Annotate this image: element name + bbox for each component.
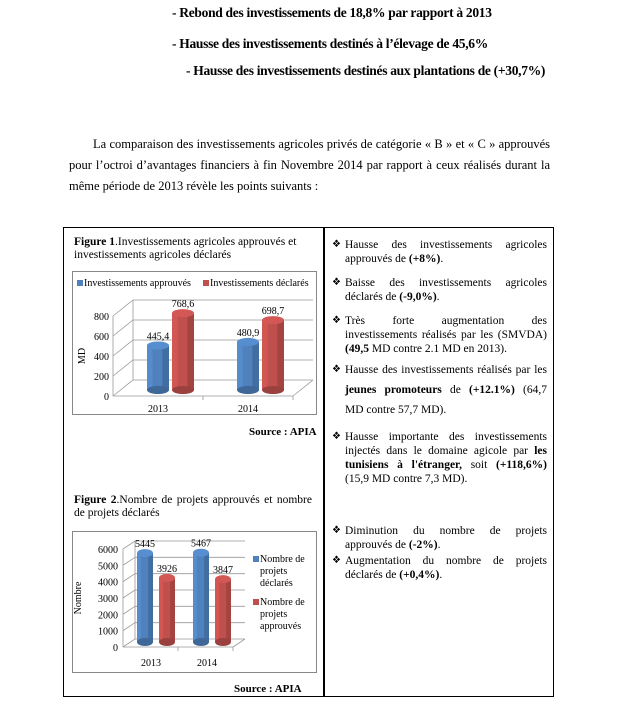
- diamond-bullet-icon: ❖: [332, 239, 341, 250]
- figure2-source: Source : APIA: [234, 683, 302, 695]
- bar2-2013-0: [135, 539, 155, 646]
- value-label: 768,6: [171, 299, 195, 311]
- figure1-source: Source : APIA: [249, 426, 317, 438]
- diamond-bullet-icon: ❖: [332, 364, 341, 375]
- legend-swatch-declared: [203, 280, 209, 286]
- svg-text:3000: 3000: [98, 594, 118, 605]
- svg-text:1000: 1000: [98, 626, 118, 638]
- figure1-caption: .Investissements agricoles approuvés et investissements agricoles déclarés: [74, 236, 297, 261]
- legend2-declared: Nombre de projets déclarés: [260, 554, 305, 589]
- figure1-xtick-2013: 2013: [148, 404, 168, 415]
- observation-text: (+118,6%): [496, 459, 547, 471]
- bar-2014-0: [237, 328, 260, 394]
- figure1-label: Figure 1: [74, 236, 115, 248]
- bar-2013-1: [172, 299, 195, 394]
- value-label: 445,4: [146, 331, 170, 343]
- intro-paragraph: [69, 134, 550, 197]
- observation-item: [332, 524, 547, 552]
- observation-text: Diminution du nombre de projets approuvés de: [345, 525, 547, 551]
- value-label: 698,7: [261, 306, 285, 318]
- highlight-plantations: - Hausse des investissements destinés aux plantations de (+30,7%): [186, 63, 546, 78]
- observation-text: (49,5: [345, 343, 369, 355]
- observation-text: .: [437, 539, 441, 551]
- observation-item: [332, 314, 547, 356]
- svg-text:400: 400: [94, 352, 109, 363]
- observation-text: .: [436, 291, 440, 303]
- observation-text: jeunes promoteurs: [345, 384, 442, 396]
- legend-swatch-approved: [77, 280, 83, 286]
- observation-text: (-2%): [408, 539, 438, 551]
- svg-text:0: 0: [113, 643, 118, 654]
- figure2-ylabel: Nombre: [73, 581, 84, 615]
- svg-text:0: 0: [104, 392, 109, 403]
- svg-text:600: 600: [94, 332, 109, 343]
- figure2-bars: [135, 539, 233, 646]
- bar2-2014-0: [191, 539, 211, 646]
- observation-item: [332, 430, 547, 486]
- figure2-title: [74, 494, 312, 520]
- intro-text: La comparaison des investissements agricoles privés de catégorie « B » et « C » approuvés pour l’octroi d’avantages financiers à fin Novembre 2014 par rapport à ceux réalisés durant la même période de 2013 révèle les points suivants :: [69, 137, 550, 193]
- diamond-bullet-icon: ❖: [332, 431, 341, 442]
- svg-text:2000: 2000: [98, 610, 118, 622]
- highlight-livestock: - Hausse des investissements destinés à l’élevage de 45,6%: [172, 36, 488, 51]
- observation-text: de: [441, 384, 470, 396]
- observation-text: (15,9 MD contre 7,3 MD).: [345, 473, 468, 485]
- observation-text: (+8%): [408, 253, 441, 265]
- highlight-rebound: - Rebond des investissements de 18,8% par rapport à 2013: [172, 5, 492, 20]
- diamond-bullet-icon: ❖: [332, 525, 341, 536]
- svg-text:800: 800: [94, 312, 109, 323]
- figure2-xtick-2013: 2013: [141, 658, 161, 669]
- diamond-bullet-icon: ❖: [332, 315, 341, 326]
- legend-declared: Investissements déclarés: [210, 278, 309, 289]
- observation-text: Augmentation du nombre de projets déclarés de: [345, 555, 547, 581]
- bar-2014-1: [262, 306, 285, 394]
- observation-text: Baisse des investissements agricoles déclarés de: [345, 277, 547, 303]
- observation-text: .: [440, 253, 444, 265]
- observation-text: (-9,0%): [399, 291, 437, 303]
- observation-text: (64,7 MD contre 57,7 MD).: [345, 384, 547, 416]
- svg-text:6000: 6000: [98, 545, 118, 556]
- bar2-2014-1: [213, 565, 233, 646]
- figure2-caption: .Nombre de projets approuvés et nombre de projets déclarés: [74, 494, 312, 519]
- figure1-yticks: [94, 312, 109, 403]
- figure2-label: Figure 2: [74, 494, 117, 506]
- figure1-title: [74, 236, 314, 262]
- observation-text: soit: [462, 459, 497, 471]
- value-label: 5445: [135, 539, 155, 551]
- legend2-swatch-declared: [253, 556, 259, 562]
- svg-text:200: 200: [94, 372, 109, 383]
- diamond-bullet-icon: ❖: [332, 277, 341, 288]
- bar2-2013-1: [157, 564, 177, 646]
- figure2-svg: [73, 532, 318, 674]
- legend2-approved: Nombre de projets approuvés: [260, 597, 305, 632]
- observations-list: [332, 238, 547, 582]
- figure1-chart: [72, 271, 317, 415]
- diamond-bullet-icon: ❖: [332, 555, 341, 566]
- figure1-ylabel: MD: [77, 347, 88, 365]
- figure2-chart: [72, 531, 317, 673]
- legend2-swatch-approved: [253, 599, 259, 605]
- value-label: 480,9: [236, 327, 260, 339]
- svg-text:5000: 5000: [98, 561, 118, 573]
- observation-text: Hausse importante des investissements injectés dans le domaine agicole par: [345, 431, 547, 457]
- bar-2013-0: [147, 331, 170, 394]
- figure2-yticks: [98, 545, 118, 654]
- observation-text: MD contre 2.1 MD en 2013).: [368, 343, 507, 355]
- figures-table: [63, 227, 554, 697]
- observation-text: (+12.1%): [469, 384, 515, 396]
- observation-item: [332, 360, 547, 420]
- figure2-xtick-2014: 2014: [197, 658, 217, 669]
- svg-text:4000: 4000: [98, 577, 118, 589]
- value-label: 3847: [213, 565, 233, 577]
- observation-text: (+0,4%): [399, 569, 440, 581]
- observation-text: Très forte augmentation des investissements réalisés par les (SMVDA): [345, 315, 547, 341]
- column-divider: [323, 228, 325, 696]
- observation-text: les tunisiens à l'étranger,: [345, 445, 547, 471]
- observation-text: .: [439, 569, 443, 581]
- value-label: 3926: [157, 563, 177, 575]
- figure1-xtick-2014: 2014: [238, 404, 258, 415]
- observation-item: [332, 276, 547, 304]
- observation-item: [332, 238, 547, 266]
- observation-text: Hausse des investissements réalisés par les: [345, 364, 547, 376]
- observation-item: [332, 554, 547, 582]
- value-label: 5467: [191, 538, 211, 550]
- legend-approved: Investissements approuvés: [84, 278, 191, 289]
- observation-text: Hausse des investissements agricoles approuvés de: [345, 239, 547, 265]
- figure1-svg: [73, 272, 318, 416]
